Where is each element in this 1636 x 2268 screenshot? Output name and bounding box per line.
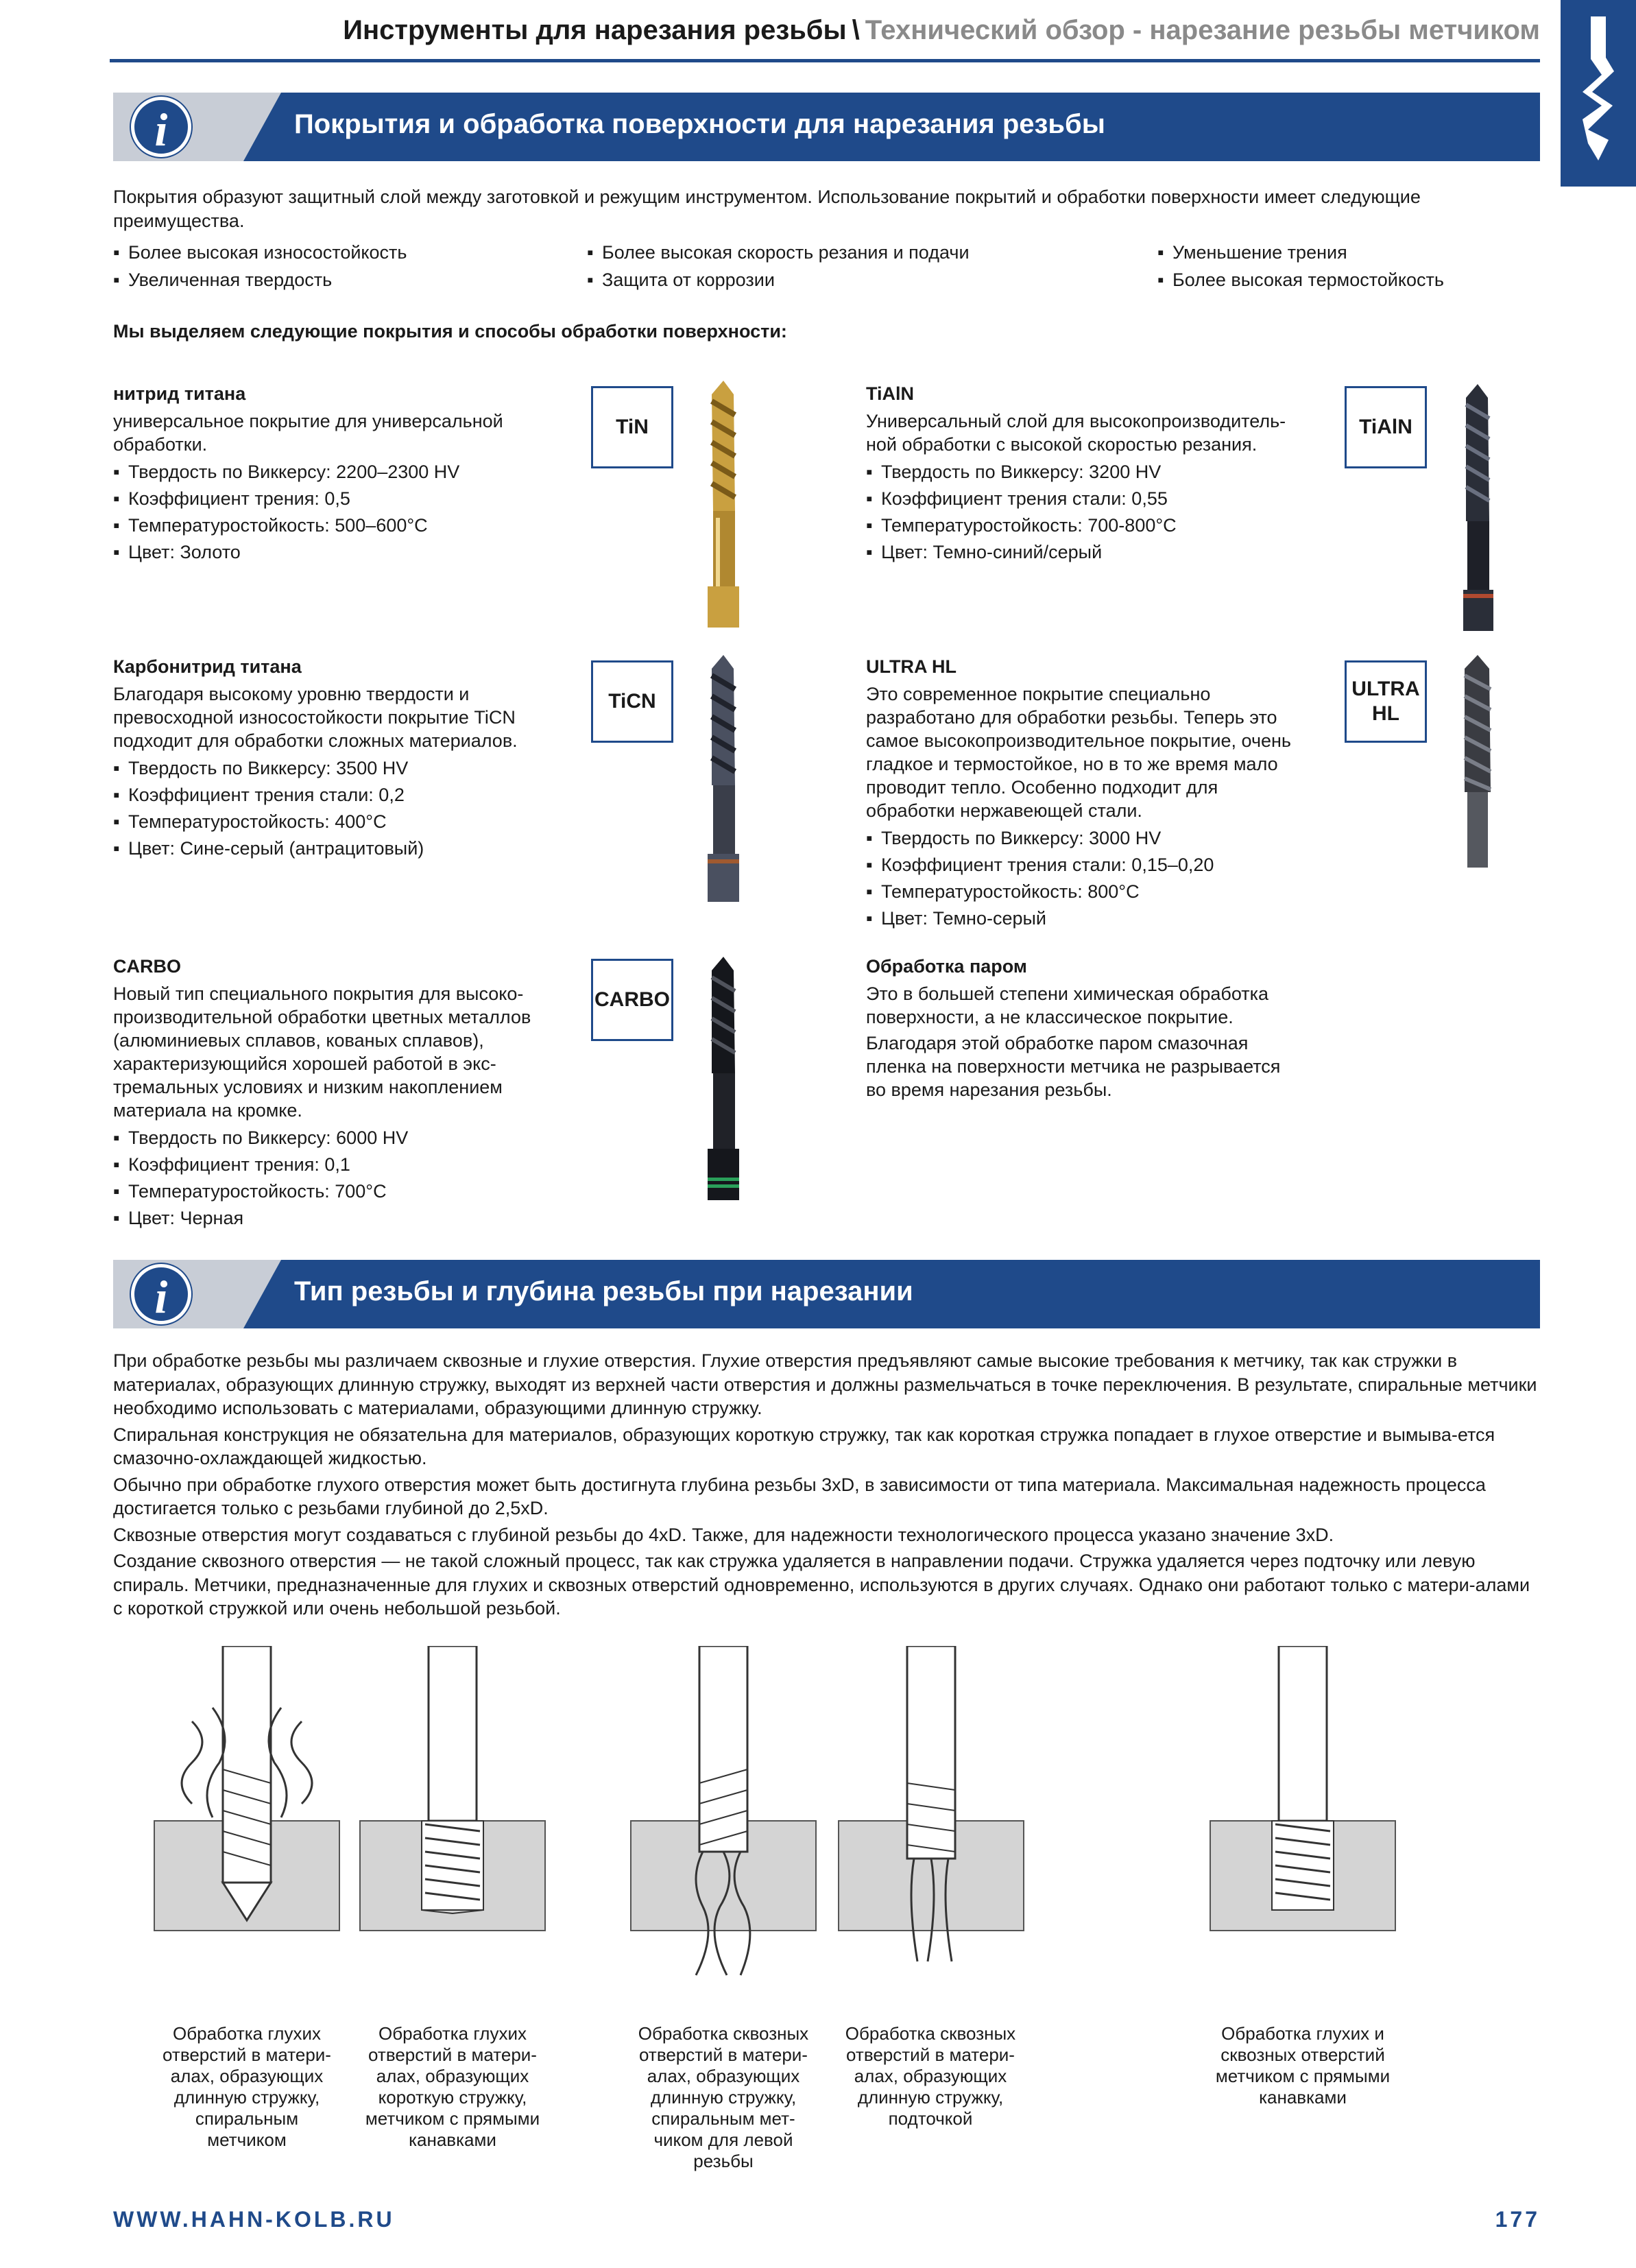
coating-prop: ▪ Цвет: Темно-синий/серый: [866, 539, 1325, 566]
illustration-caption: Обработка глухих и сквозных отверстий метчиком с прямыми канавками: [1215, 2023, 1391, 2108]
header-title-main: Инструменты для нарезания резьбы: [343, 15, 847, 45]
tap-image-carbo: [693, 957, 754, 1204]
paragraph: При обработке резьбы мы различаем сквозные и глухие отверстия. Глухие отверстия предъявляют самые высокие требования к метчику, так как стружки в материалах, образующих длинную стружку, выходят из верхней части отверстия и должны размельчаться в точке переключения. В результате, спиральные метчики необходимо использовать с материалами, образующими длинную стружку.: [113, 1350, 1537, 1418]
tap-image-tialn: [1447, 384, 1508, 631]
coating-prop: ▪ Коэффициент трения стали: 0,2: [113, 782, 573, 809]
coating-desc: Новый тип специального покрытия для высоко-производительной обработки цветных металлов (алюминиевых сплавов, кованых сплавов), характеризующийся хорошей работой в экс-тремальных условиях и низким накоплением материала на кромке.: [113, 983, 531, 1121]
coating-prop: ▪ Твердость по Виккерсу: 2200–2300 HV: [113, 459, 573, 486]
coating-prop: ▪ Температуростойкость: 700°C: [113, 1178, 573, 1205]
coating-desc: Это современное покрытие специально разработано для обработки резьбы. Теперь это самое высокопроизводительное покрытие, очень гладкое и термостойкое, но в то же время мало проводит тепло. Особенно подходит для обработки нержавеющей стали.: [866, 684, 1291, 821]
badge-line: ULTRA: [1351, 678, 1420, 700]
illustration-blind-and-through-straight: [1207, 1646, 1399, 2003]
benefit-item: ▪ Уменьшение трения: [1157, 239, 1444, 266]
paragraph: Обычно при обработке глухого отверстия может быть достигнута глубина резьбы 3xD, в зависимости от типа материала. Максимальная надежность процесса достигается только с резьбами глубиной до 2,5xD.: [113, 1474, 1486, 1518]
illustration-caption: Обработка сквозных отверстий в матери-алах, образующих длинную стружку, спиральным мет-чиком для левой резьбы: [638, 2023, 809, 2171]
tap-image-ultrahl: [1447, 655, 1508, 902]
header-separator: \: [852, 15, 860, 45]
section-title: Покрытия и обработка поверхности для нарезания резьбы: [294, 109, 1105, 139]
badge-ultrahl: [1345, 660, 1427, 743]
coating-props: [113, 459, 573, 566]
badge-tialn: TiAlN: [1345, 386, 1427, 468]
tap-icon: [1578, 16, 1618, 160]
coating-tialn: [866, 382, 1325, 566]
page-number: 177: [1495, 2207, 1540, 2232]
coating-props: [866, 459, 1325, 566]
badge-line: HL: [1372, 702, 1399, 725]
badge-ticn: TiCN: [591, 660, 673, 743]
coating-title: Обработка паром: [866, 956, 1027, 977]
coating-desc: Благодаря этой обработке паром смазочная пленка на поверхности метчика не разрывается во время нарезания резьбы.: [866, 1033, 1281, 1100]
coating-prop: ▪ Температуростойкость: 800°C: [866, 879, 1325, 905]
coating-desc: универсальное покрытие для универсальной обработки.: [113, 411, 503, 455]
coating-prop: ▪ Коэффициент трения: 0,1: [113, 1151, 573, 1178]
coating-title: CARBO: [113, 956, 181, 977]
coating-prop: ▪ Температуростойкость: 700-800°C: [866, 512, 1325, 539]
coating-prop: ▪ Коэффициент трения стали: 0,15–0,20: [866, 852, 1325, 879]
coating-desc: Универсальный слой для высокопроизводитель-ной обработки с высокой скоростью резания.: [866, 411, 1286, 455]
section-banner-thread-depth: [113, 1260, 1540, 1328]
coating-props: [866, 825, 1325, 932]
badge-carbo: CARBO: [591, 959, 673, 1041]
section-banner-coatings: [113, 93, 1540, 161]
page-title: [343, 15, 1540, 46]
footer-url[interactable]: WWW.HAHN-KOLB.RU: [113, 2207, 395, 2232]
coating-prop: ▪ Температуростойкость: 500–600°C: [113, 512, 573, 539]
coating-prop: ▪ Температуростойкость: 400°C: [113, 809, 573, 835]
benefit-item: ▪ Увеличенная твердость: [113, 266, 407, 294]
illustration-through-hole-spiral-point: [835, 1646, 1027, 2003]
coating-title: Карбонитрид титана: [113, 656, 302, 677]
coating-title: нитрид титана: [113, 383, 246, 404]
page-header: [110, 12, 1540, 60]
benefits-list-col2: [587, 239, 970, 294]
coating-carbo: [113, 955, 573, 1232]
badge-tin: TiN: [591, 386, 673, 468]
coating-title: ULTRA HL: [866, 656, 957, 677]
info-icon: i: [131, 97, 191, 157]
coatings-list-heading: Мы выделяем следующие покрытия и способы обработки поверхности:: [113, 321, 787, 342]
coating-ultrahl: [866, 655, 1325, 932]
coating-desc: Благодаря высокому уровню твердости и превосходной износостойкости покрытие TiCN подходит для обработки сложных материалов.: [113, 684, 518, 751]
illustration-caption: Обработка глухих отверстий в матери-алах, образующих короткую стружку, метчиком с прямыми канавками: [365, 2023, 540, 2150]
header-title-sub: Технический обзор - нарезание резьбы метчиком: [865, 15, 1540, 45]
coating-prop: ▪ Цвет: Темно-серый: [866, 905, 1325, 932]
coating-prop: ▪ Твердость по Виккерсу: 6000 HV: [113, 1125, 573, 1151]
tap-image-ticn: [693, 655, 754, 902]
coating-prop: ▪ Цвет: Черная: [113, 1205, 573, 1232]
coating-props: [113, 1125, 573, 1232]
coating-prop: ▪ Коэффициент трения: 0,5: [113, 486, 573, 512]
benefit-item: ▪ Защита от коррозии: [587, 266, 970, 294]
benefit-item: ▪ Более высокая износостойкость: [113, 239, 407, 266]
benefits-list-col1: [113, 239, 407, 294]
header-rule: [110, 59, 1540, 62]
paragraph: Создание сквозного отверстия — не такой сложный процесс, так как стружка удаляется в направлении подачи. Стружка удаляется через подточку или левую спираль. Метчики, предназначенные для глухих и сквозных отверстий одновременно, используются в других случаях. Однако они работают только с матери-алами с короткой стружкой или очень небольшой резьбой.: [113, 1551, 1530, 1619]
benefit-item: ▪ Более высокая термостойкость: [1157, 266, 1444, 294]
side-tab-tap-icon: [1561, 0, 1636, 187]
coating-prop: ▪ Твердость по Виккерсу: 3000 HV: [866, 825, 1325, 852]
coating-desc: Это в большей степени химическая обработка поверхности, а не классическое покрытие.: [866, 983, 1269, 1027]
illustration-blind-hole-straight: [357, 1646, 549, 2003]
coating-steam: [866, 955, 1325, 1104]
benefit-item: ▪ Более высокая скорость резания и подачи: [587, 239, 970, 266]
illustration-through-hole-left-spiral: [627, 1646, 819, 2003]
coating-title: TiAlN: [866, 383, 915, 404]
illustration-caption: Обработка сквозных отверстий в матери-алах, образующих длинную стружку, подточкой: [845, 2023, 1016, 2129]
paragraph: Сквозные отверстия могут создаваться с глубиной резьбы до 4xD. Также, для надежности технологического процесса указано значение 3xD.: [113, 1524, 1334, 1545]
coating-prop: ▪ Цвет: Золото: [113, 539, 573, 566]
coating-prop: ▪ Твердость по Виккерсу: 3200 HV: [866, 459, 1325, 486]
coating-prop: ▪ Коэффициент трения стали: 0,55: [866, 486, 1325, 512]
paragraph: Спиральная конструкция не обязательна для материалов, образующих короткую стружку, так как короткая стружка попадает в глухое отверстие и вымыва-ется смазочно-охлаждающей жидкостью.: [113, 1424, 1495, 1468]
illustration-blind-hole-spiral: [151, 1646, 343, 2003]
thread-depth-text: [113, 1349, 1543, 1623]
coatings-intro: Покрытия образуют защитный слой между заготовкой и режущим инструментом. Использование покрытий и обработки поверхности имеет следующие преимущества.: [113, 187, 1421, 231]
section-title: Тип резьбы и глубина резьбы при нарезании: [294, 1276, 913, 1306]
coating-prop: ▪ Цвет: Сине-серый (антрацитовый): [113, 835, 573, 862]
benefits-list-col3: [1157, 239, 1444, 294]
coating-props: [113, 755, 573, 862]
coating-prop: ▪ Твердость по Виккерсу: 3500 HV: [113, 755, 573, 782]
info-icon: i: [131, 1264, 191, 1324]
coating-ticn: [113, 655, 573, 862]
tap-image-tin: [693, 381, 754, 628]
illustration-caption: Обработка глухих отверстий в матери-алах, образующих длинную стружку, спиральным метчиком: [163, 2023, 331, 2150]
coating-tin: [113, 382, 573, 566]
